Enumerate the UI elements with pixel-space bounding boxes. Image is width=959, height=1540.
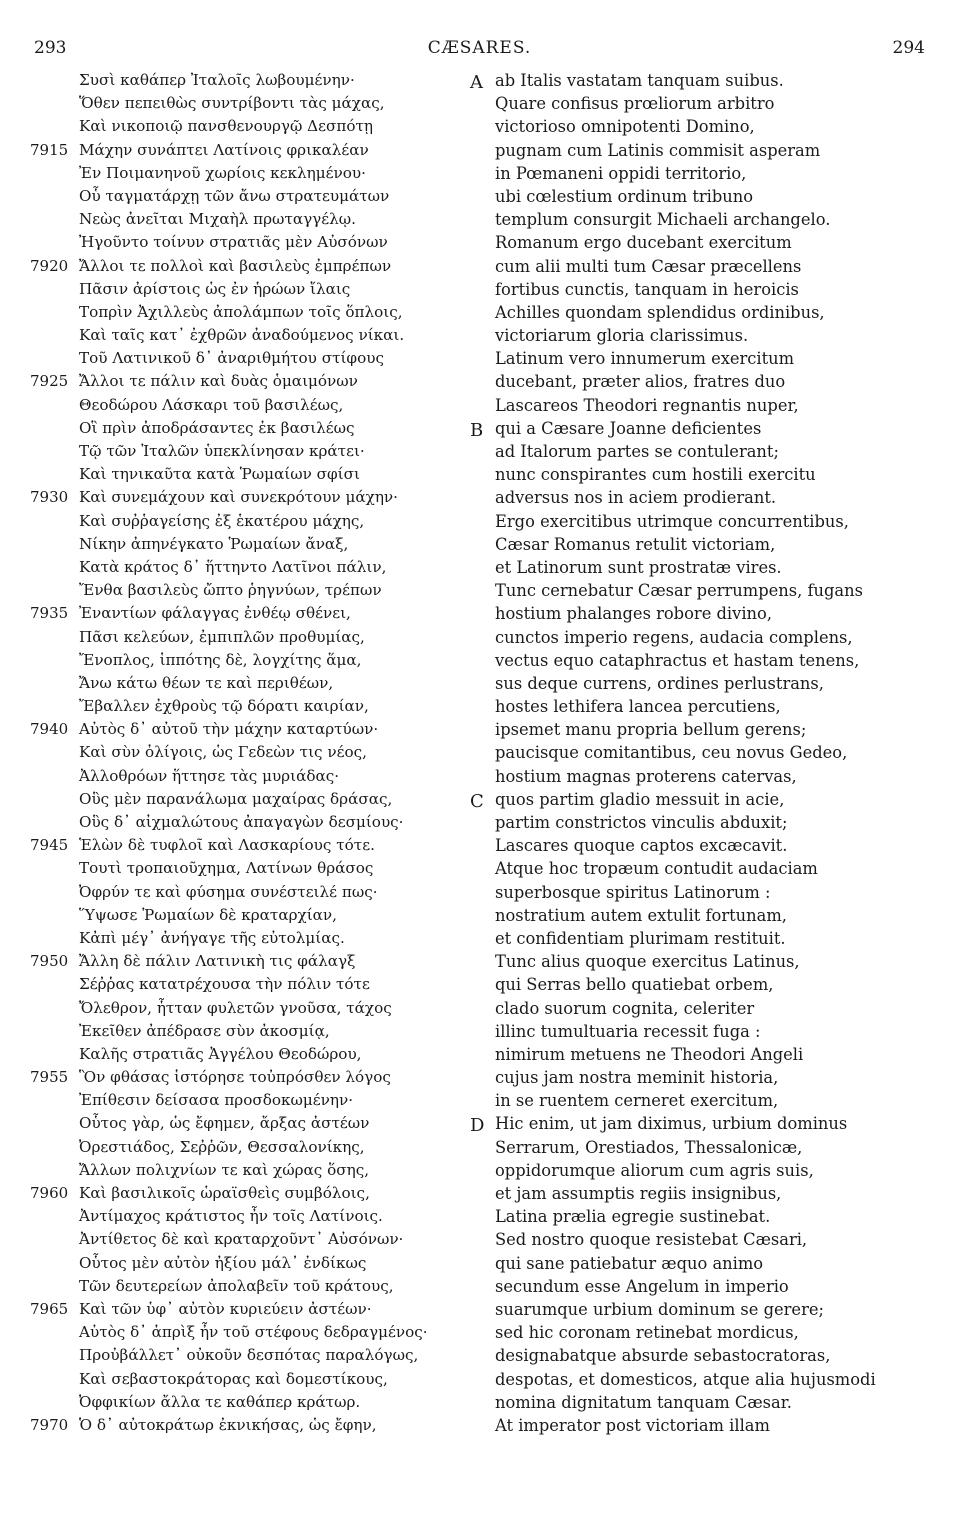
greek-verse-line [30,579,475,602]
latin-translation-text: qui sane patiebatur æquo animo [495,1253,764,1273]
greek-verse-text: Καὶ νικοποιῷ πανσθενουργῷ Δεσπότῃ [79,117,374,136]
greek-verse-text: Καὶ τῶν ὑφ᾽ αὐτὸν κυριεύειν ἀστέων· [79,1299,372,1318]
greek-verse-line [30,301,475,324]
latin-translation-line [470,973,940,996]
greek-verse-line [30,626,475,649]
verse-number: 7970 [30,1415,69,1434]
greek-verse-line [30,1043,475,1066]
latin-translation-line [470,695,940,718]
greek-verse-line [30,1275,475,1298]
latin-translation-text: suarumque urbium dominum se gerere; [495,1299,824,1319]
latin-translation-line [470,788,940,811]
latin-translation-text: et jam assumptis regiis insignibus, [495,1184,782,1203]
latin-translation-line [470,1321,940,1344]
greek-verse-text: Μάχην συνάπτει Λατίνοις φρικαλέαν [79,140,369,159]
greek-verse-text: Ἔβαλλεν ἐχθροὺς τῷ δόρατι καιρίαν, [79,697,369,716]
latin-translation-text: quos partim gladio messuit in acie, [495,789,785,809]
latin-translation-text: Hic enim, ut jam diximus, urbium dominus [495,1114,848,1134]
greek-verse-text: Αὐτὸς δ᾽ ἀπρὶξ ἦν τοῦ στέφους δεδραγμένος· [79,1323,428,1342]
greek-verse-text: Ἠγοῦντο τοίνυν στρατιᾶς μὲν Αὐσόνων [79,233,388,252]
latin-translation-line [470,370,940,393]
verse-number: 7940 [30,720,69,739]
latin-translation-line [470,394,940,417]
latin-translation-line [470,347,940,370]
greek-verse-line [30,1020,475,1043]
latin-translation-line [470,927,940,950]
latin-translation-text: ad Italorum partes se contulerant; [495,442,779,461]
greek-verse-text: Ὀρεστιάδος, Σεῤῥῶν, Θεσσαλονίκης, [79,1137,365,1156]
latin-translation-line [470,324,940,347]
greek-verse-text: Ὁ δ᾽ αὐτοκράτωρ ἐκνικήσας, ὡς ἔφην, [79,1415,377,1434]
latin-translation-text: cum alii multi tum Cæsar præcellens [495,256,802,276]
greek-verse-text: Καὶ σὺν ὀλίγοις, ὡς Γεδεὼν τις νέος, [79,743,367,762]
greek-verse-text: Καὶ συνεμάχουν καὶ συνεκρότουν μάχην· [79,488,398,507]
latin-translation-text: adversus nos in aciem prodierant. [495,488,777,508]
greek-verse-text: Ἔνοπλος, ἱππότης δὲ, λογχίτης ἅμα, [79,650,362,669]
latin-translation-text: nimirum metuens ne Theodori Angeli [495,1044,804,1064]
greek-verse-line [30,556,475,579]
greek-verse-line [30,811,475,834]
greek-verse-text: Προὐβάλλετ᾽ οὐκοῦν δεσπότας παραλόγως, [79,1346,419,1365]
latin-translation-line [470,417,940,440]
latin-translation-text: fortibus cunctis, tanquam in heroicis [495,279,799,299]
greek-verse-text: Τουτὶ τροπαιοῦχημα, Λατίνων θράσος [79,859,374,878]
section-letter: B [470,419,484,441]
latin-translation-line [470,904,940,927]
greek-verse-text: Ἄλλων πολιχνίων τε καὶ χώρας ὅσης, [79,1160,370,1179]
latin-translation-line [470,579,940,602]
latin-translation-text: Romanum ergo ducebant exercitum [495,233,792,253]
greek-verse-text: Τοπρὶν Ἀχιλλεὺς ἀπολάμπων τοῖς ὅπλοις, [79,302,403,321]
greek-verse-line [30,927,475,950]
latin-translation-line [470,1089,940,1112]
greek-verse-text: Σέῤῥας κατατρέχουσα τὴν πόλιν τότε [79,975,370,994]
latin-translation-text: Latina prælia egregie sustinebat. [495,1207,771,1227]
greek-verse-text: Καλῆς στρατιᾶς Ἀγγέλου Θεοδώρου, [79,1044,362,1063]
greek-verse-text: Ὄλεθρον, ἧτταν φυλετῶν γνοῦσα, τάχος [79,998,392,1017]
section-letter: D [470,1115,485,1137]
latin-translation-text: victoriarum gloria clarissimus. [495,326,749,346]
latin-translation-text: cujus jam nostra meminit historia, [495,1068,779,1088]
greek-verse-line [30,533,475,556]
greek-verse-text: Κἀπὶ μέγ᾽ ἀνήγαγε τῆς εὐτολμίας. [79,928,345,947]
verse-number: 7955 [30,1068,69,1087]
greek-verse-line [30,440,475,463]
greek-verse-line [30,208,475,231]
greek-verse-line [30,1391,475,1414]
greek-verse-line [30,162,475,185]
greek-verse-line [30,1136,475,1159]
greek-verse-line [30,1159,475,1182]
greek-verse-line [30,255,475,278]
greek-verse-line [30,788,475,811]
latin-translation-line [470,231,940,254]
latin-translation-line [470,510,940,533]
greek-verse-text: Καὶ σεβαστοκράτορας καὶ δομεστίκους, [79,1369,388,1388]
greek-verse-text: Οὗτος γὰρ, ὡς ἔφημεν, ἄρξας ἀστέων [79,1114,370,1133]
latin-translation-line [470,139,940,162]
greek-verse-text: Καὶ βασιλικοῖς ὡραϊσθεὶς συμβόλοις, [79,1184,370,1202]
greek-verse-text: Ἄλλοι τε πολλοὶ καὶ βασιλεὺς ἐμπρέπων [79,256,392,275]
verse-number: 7950 [30,952,69,971]
latin-translation-text: Achilles quondam splendidus ordinibus, [495,302,825,322]
latin-translation-text: in Pœmaneni oppidi territorio, [495,163,747,183]
latin-translation-text: Serrarum, Orestiados, Thessalonicæ, [495,1137,803,1157]
greek-verse-line [30,649,475,672]
latin-translation-line [470,185,940,208]
latin-translation-line [470,162,940,185]
greek-verse-text: Τῷ τῶν Ἰταλῶν ὑπεκλίνησαν κράτει· [79,442,365,460]
left-page-number: 293 [34,38,67,58]
latin-translation-text: Ergo exercitibus utrimque concurrentibus, [495,511,849,531]
greek-verse-line [30,973,475,996]
latin-translation-line [470,626,940,649]
latin-translation-text: sed hic coronam retinebat mordicus, [495,1323,799,1343]
latin-translation-line [470,1228,940,1251]
greek-verse-line [30,904,475,927]
verse-number: 7915 [30,140,69,159]
latin-translation-text: Latinum vero innumerum exercitum [495,349,795,369]
greek-verse-text: Ἔνθα βασιλεὺς ὤπτο ῥηγνύων, τρέπων [79,581,382,600]
latin-translation-text: templum consurgit Michaeli archangelo. [495,210,831,230]
greek-verse-text: Οὗ ταγματάρχῃ τῶν ἄνω στρατευμάτων [79,186,390,205]
greek-verse-text: Νεὼς ἀνεῖται Μιχαὴλ πρωταγγέλῳ. [79,210,356,229]
latin-translation-line [470,950,940,973]
latin-translation-line [470,881,940,904]
greek-verse-line [30,1112,475,1135]
latin-translation-text: illinc tumultuaria recessit fuga : [495,1021,761,1041]
latin-translation-line [470,1275,940,1298]
greek-verse-line [30,695,475,718]
greek-verse-text: Ἐν Ποιμανηνοῦ χωρίοις κεκλημένου· [79,163,366,182]
latin-translation-text: nunc conspirantes cum hostili exercitu [495,465,816,485]
latin-translation-text: oppidorumque aliorum cum agris suis, [495,1160,814,1180]
greek-verse-text: Καὶ ταῖς κατ᾽ ἐχθρῶν ἀναδούμενος νίκαι. [79,326,405,345]
greek-verse-text: Ἀλλοθρόων ἥττησε τὰς μυριάδας· [79,766,340,785]
greek-verse-line [30,1368,475,1391]
greek-verse-line [30,463,475,486]
greek-verse-text: Ὕψωσε Ῥωμαίων δὲ κραταρχίαν, [79,905,337,924]
latin-translation-line [470,602,940,625]
latin-translation-line [470,1159,940,1182]
latin-translation-line [470,718,940,741]
latin-text-column [470,69,940,1437]
latin-translation-line [470,649,940,672]
latin-translation-text: qui Serras bello quatiebat orbem, [495,975,774,995]
greek-verse-text: Ὃν φθάσας ἱστόρησε τοὐπρόσθεν λόγος [79,1068,391,1087]
latin-translation-text: cunctos imperio regens, audacia complens, [495,627,853,647]
verse-number: 7930 [30,488,69,507]
greek-verse-line [30,1205,475,1228]
running-title: CÆSARES. [427,38,532,58]
latin-translation-line [470,463,940,486]
latin-translation-line [470,1298,940,1321]
latin-translation-line [470,1368,940,1391]
greek-verse-text: Ἐναντίων φάλαγγας ἐνθέῳ σθένει, [79,604,351,623]
latin-translation-line [470,1252,940,1275]
latin-translation-line [470,486,940,509]
greek-verse-text: Ἄλλοι τε πάλιν καὶ δυὰς ὁμαιμόνων [79,372,358,391]
greek-verse-line [30,1182,475,1205]
greek-verse-text: Καὶ συῤῥαγείσης ἐξ ἑκατέρου μάχης, [79,511,365,530]
greek-verse-text: Οὓς δ᾽ αἰχμαλώτους ἀπαγαγὼν δεσμίους· [79,813,404,831]
greek-verse-line [30,1252,475,1275]
latin-translation-line [470,115,940,138]
verse-number: 7945 [30,836,69,855]
greek-verse-line [30,857,475,880]
latin-translation-text: Sed nostro quoque resistebat Cæsari, [495,1230,808,1250]
latin-translation-text: Tunc cernebatur Cæsar perrumpens, fugans [495,581,863,601]
greek-verse-text: Καὶ τηνικαῦτα κατὰ Ῥωμαίων σφίσι [79,465,360,484]
latin-translation-line [470,1344,940,1367]
greek-verse-text: Ἄλλη δὲ πάλιν Λατινικὴ τις φάλαγξ [79,952,356,971]
latin-translation-line [470,1043,940,1066]
latin-translation-text: clado suorum cognita, celeriter [495,998,755,1018]
greek-verse-line [30,1414,475,1437]
greek-verse-line [30,185,475,208]
greek-verse-line [30,672,475,695]
latin-translation-text: vectus equo cataphractus et hastam tenens, [495,650,860,670]
verse-number: 7965 [30,1299,69,1318]
greek-verse-line [30,834,475,857]
verse-number: 7920 [30,256,69,275]
latin-translation-text: Lascares quoque captos excæcavit. [495,836,788,856]
latin-translation-text: pugnam cum Latinis commisit asperam [495,140,821,160]
greek-verse-line [30,718,475,741]
greek-verse-text: Ἐπίθεσιν δείσασα προσδοκωμένην· [79,1091,354,1110]
latin-translation-text: Lascareos Theodori regnantis nuper, [495,395,799,415]
latin-translation-line [470,1136,940,1159]
latin-translation-text: partim constrictos vinculis abduxit; [495,813,788,832]
greek-verse-line [30,115,475,138]
latin-translation-text: hostes lethifera lancea percutiens, [495,697,781,717]
greek-verse-text: Ὅθεν πεπειθὼς συντρίβοντι τὰς μάχας, [79,94,385,113]
latin-translation-line [470,834,940,857]
latin-translation-line [470,1391,940,1414]
greek-verse-line [30,486,475,509]
greek-verse-text: Ἄνω κάτω θέων τε καὶ περιθέων, [79,673,334,692]
greek-verse-line [30,1321,475,1344]
greek-verse-text: Ἐκεῖθεν ἀπέδρασε σὺν ἀκοσμίᾳ, [79,1021,330,1040]
latin-translation-line [470,1182,940,1205]
greek-verse-line [30,370,475,393]
latin-translation-text: ab Italis vastatam tanquam suibus. [495,71,784,90]
latin-translation-line [470,92,940,115]
greek-verse-text: Οὗτος μὲν αὐτὸν ἠξίου μάλ᾽ ἐνδίκως [79,1253,367,1272]
latin-translation-line [470,556,940,579]
latin-translation-line [470,278,940,301]
latin-translation-text: Tunc alius quoque exercitus Latinus, [495,952,800,972]
greek-verse-text: Θεοδώρου Λάσκαρι τοῦ βασιλέως, [79,395,344,414]
latin-translation-line [470,741,940,764]
greek-verse-text: Τοῦ Λατινικοῦ δ᾽ ἀναριθμήτου στίφους [79,349,384,368]
latin-translation-line [470,255,940,278]
latin-translation-text: et confidentiam plurimam restituit. [495,928,786,948]
latin-translation-line [470,672,940,695]
greek-verse-text: Αὐτὸς δ᾽ αὐτοῦ τὴν μάχην καταρτύων· [79,720,379,739]
latin-translation-text: Cæsar Romanus retulit victoriam, [495,534,776,554]
greek-verse-line [30,510,475,533]
greek-verse-line [30,1228,475,1251]
greek-verse-text: Ἑλὼν δὲ τυφλοῖ καὶ Λασκαρίους τότε. [79,836,375,855]
greek-verse-text: Οἳ πρὶν ἀποδράσαντες ἐκ βασιλέως [79,418,355,437]
greek-verse-text: Πᾶσι κελεύων, ἐμπιπλῶν προθυμίας, [79,627,365,646]
greek-verse-line [30,69,475,92]
latin-translation-text: qui a Cæsare Joanne deficientes [495,418,762,438]
latin-translation-line [470,1414,940,1437]
greek-verse-text: Ἀντίθετος δὲ καὶ κραταρχοῦντ᾽ Αὐσόνων· [79,1230,404,1249]
greek-verse-line [30,1089,475,1112]
latin-translation-line [470,301,940,324]
latin-translation-line [470,857,940,880]
latin-translation-text: superbosque spiritus Latinorum : [495,882,771,902]
latin-translation-line [470,811,940,834]
verse-number: 7925 [30,372,69,391]
latin-translation-line [470,997,940,1020]
latin-translation-text: hostium phalanges robore divino, [495,604,772,624]
page-header [0,38,959,64]
latin-translation-text: ipsemet manu propria bellum gerens; [495,720,807,740]
latin-translation-text: secundum esse Angelum in imperio [495,1276,789,1296]
greek-verse-text: Πᾶσιν ἀρίστοις ὡς ἐν ἡρώων ἴλαις [79,279,351,298]
greek-verse-text: Νίκην ἀπηνέγκατο Ῥωμαίων ἄναξ, [79,534,349,553]
greek-verse-line [30,1344,475,1367]
greek-verse-text: Ἀντίμαχος κράτιστος ἦν τοῖς Λατίνοις. [79,1207,383,1226]
latin-translation-line [470,1020,940,1043]
right-page-number: 294 [892,38,925,58]
latin-translation-text: ubi cœlestium ordinum tribuno [495,186,754,206]
greek-verse-line [30,139,475,162]
greek-verse-line [30,765,475,788]
verse-number: 7960 [30,1184,69,1202]
greek-verse-text: Κατὰ κράτος δ᾽ ἥττηντο Λατῖνοι πάλιν, [79,557,387,576]
greek-verse-line [30,997,475,1020]
greek-verse-text: Τῶν δευτερείων ἀπολαβεῖν τοῦ κράτους, [79,1276,394,1295]
latin-translation-line [470,1066,940,1089]
latin-translation-line [470,440,940,463]
latin-translation-text: nomina dignitatum tanquam Cæsar. [495,1392,792,1412]
section-letter: C [470,790,484,812]
greek-verse-line [30,417,475,440]
latin-translation-text: nostratium autem extulit fortunam, [495,905,787,925]
latin-translation-text: despotas, et domesticos, atque alia hujusmodi [495,1369,876,1389]
greek-verse-line [30,278,475,301]
greek-verse-text: Συσὶ καθάπερ Ἰταλοῖς λωβουμένην· [79,71,355,89]
greek-verse-text: Ὀφρύν τε καὶ φύσημα συνέστειλέ πως· [79,882,378,901]
greek-verse-line [30,881,475,904]
greek-verse-line [30,92,475,115]
greek-verse-line [30,741,475,764]
latin-translation-text: in se ruentem cerneret exercitum, [495,1091,779,1111]
latin-translation-text: paucisque comitantibus, ceu novus Gedeo, [495,743,848,763]
greek-verse-line [30,324,475,347]
verse-number: 7935 [30,604,69,623]
latin-translation-text: Quare confisus prœliorum arbitro [495,94,775,114]
section-letter: A [470,72,483,93]
greek-verse-text: Οὓς μὲν παρανάλωμα μαχαίρας δράσας, [79,789,393,808]
latin-translation-text: At imperator post victoriam illam [495,1415,770,1435]
greek-verse-line [30,1298,475,1321]
latin-translation-line [470,1112,940,1135]
latin-translation-text: ducebant, præter alios, fratres duo [495,372,786,392]
latin-translation-text: victorioso omnipotenti Domino, [495,117,755,137]
latin-translation-text: et Latinorum sunt prostratæ vires. [495,557,782,577]
latin-translation-text: hostium magnas proterens catervas, [495,766,797,786]
greek-verse-line [30,394,475,417]
latin-translation-text: sus deque currens, ordines perlustrans, [495,673,824,693]
greek-verse-line [30,950,475,973]
latin-translation-line [470,208,940,231]
greek-verse-line [30,347,475,370]
greek-verse-line [30,231,475,254]
greek-verse-line [30,1066,475,1089]
latin-translation-line [470,1205,940,1228]
greek-text-column [30,69,475,1437]
latin-translation-text: Atque hoc tropæum contudit audaciam [495,859,818,879]
latin-translation-line [470,765,940,788]
greek-verse-line [30,602,475,625]
latin-translation-line [470,69,940,92]
greek-verse-text: Ὀφφικίων ἄλλα τε καθάπερ κράτωρ. [79,1392,361,1411]
latin-translation-line [470,533,940,556]
latin-translation-text: designabatque absurde sebastocratoras, [495,1346,831,1366]
